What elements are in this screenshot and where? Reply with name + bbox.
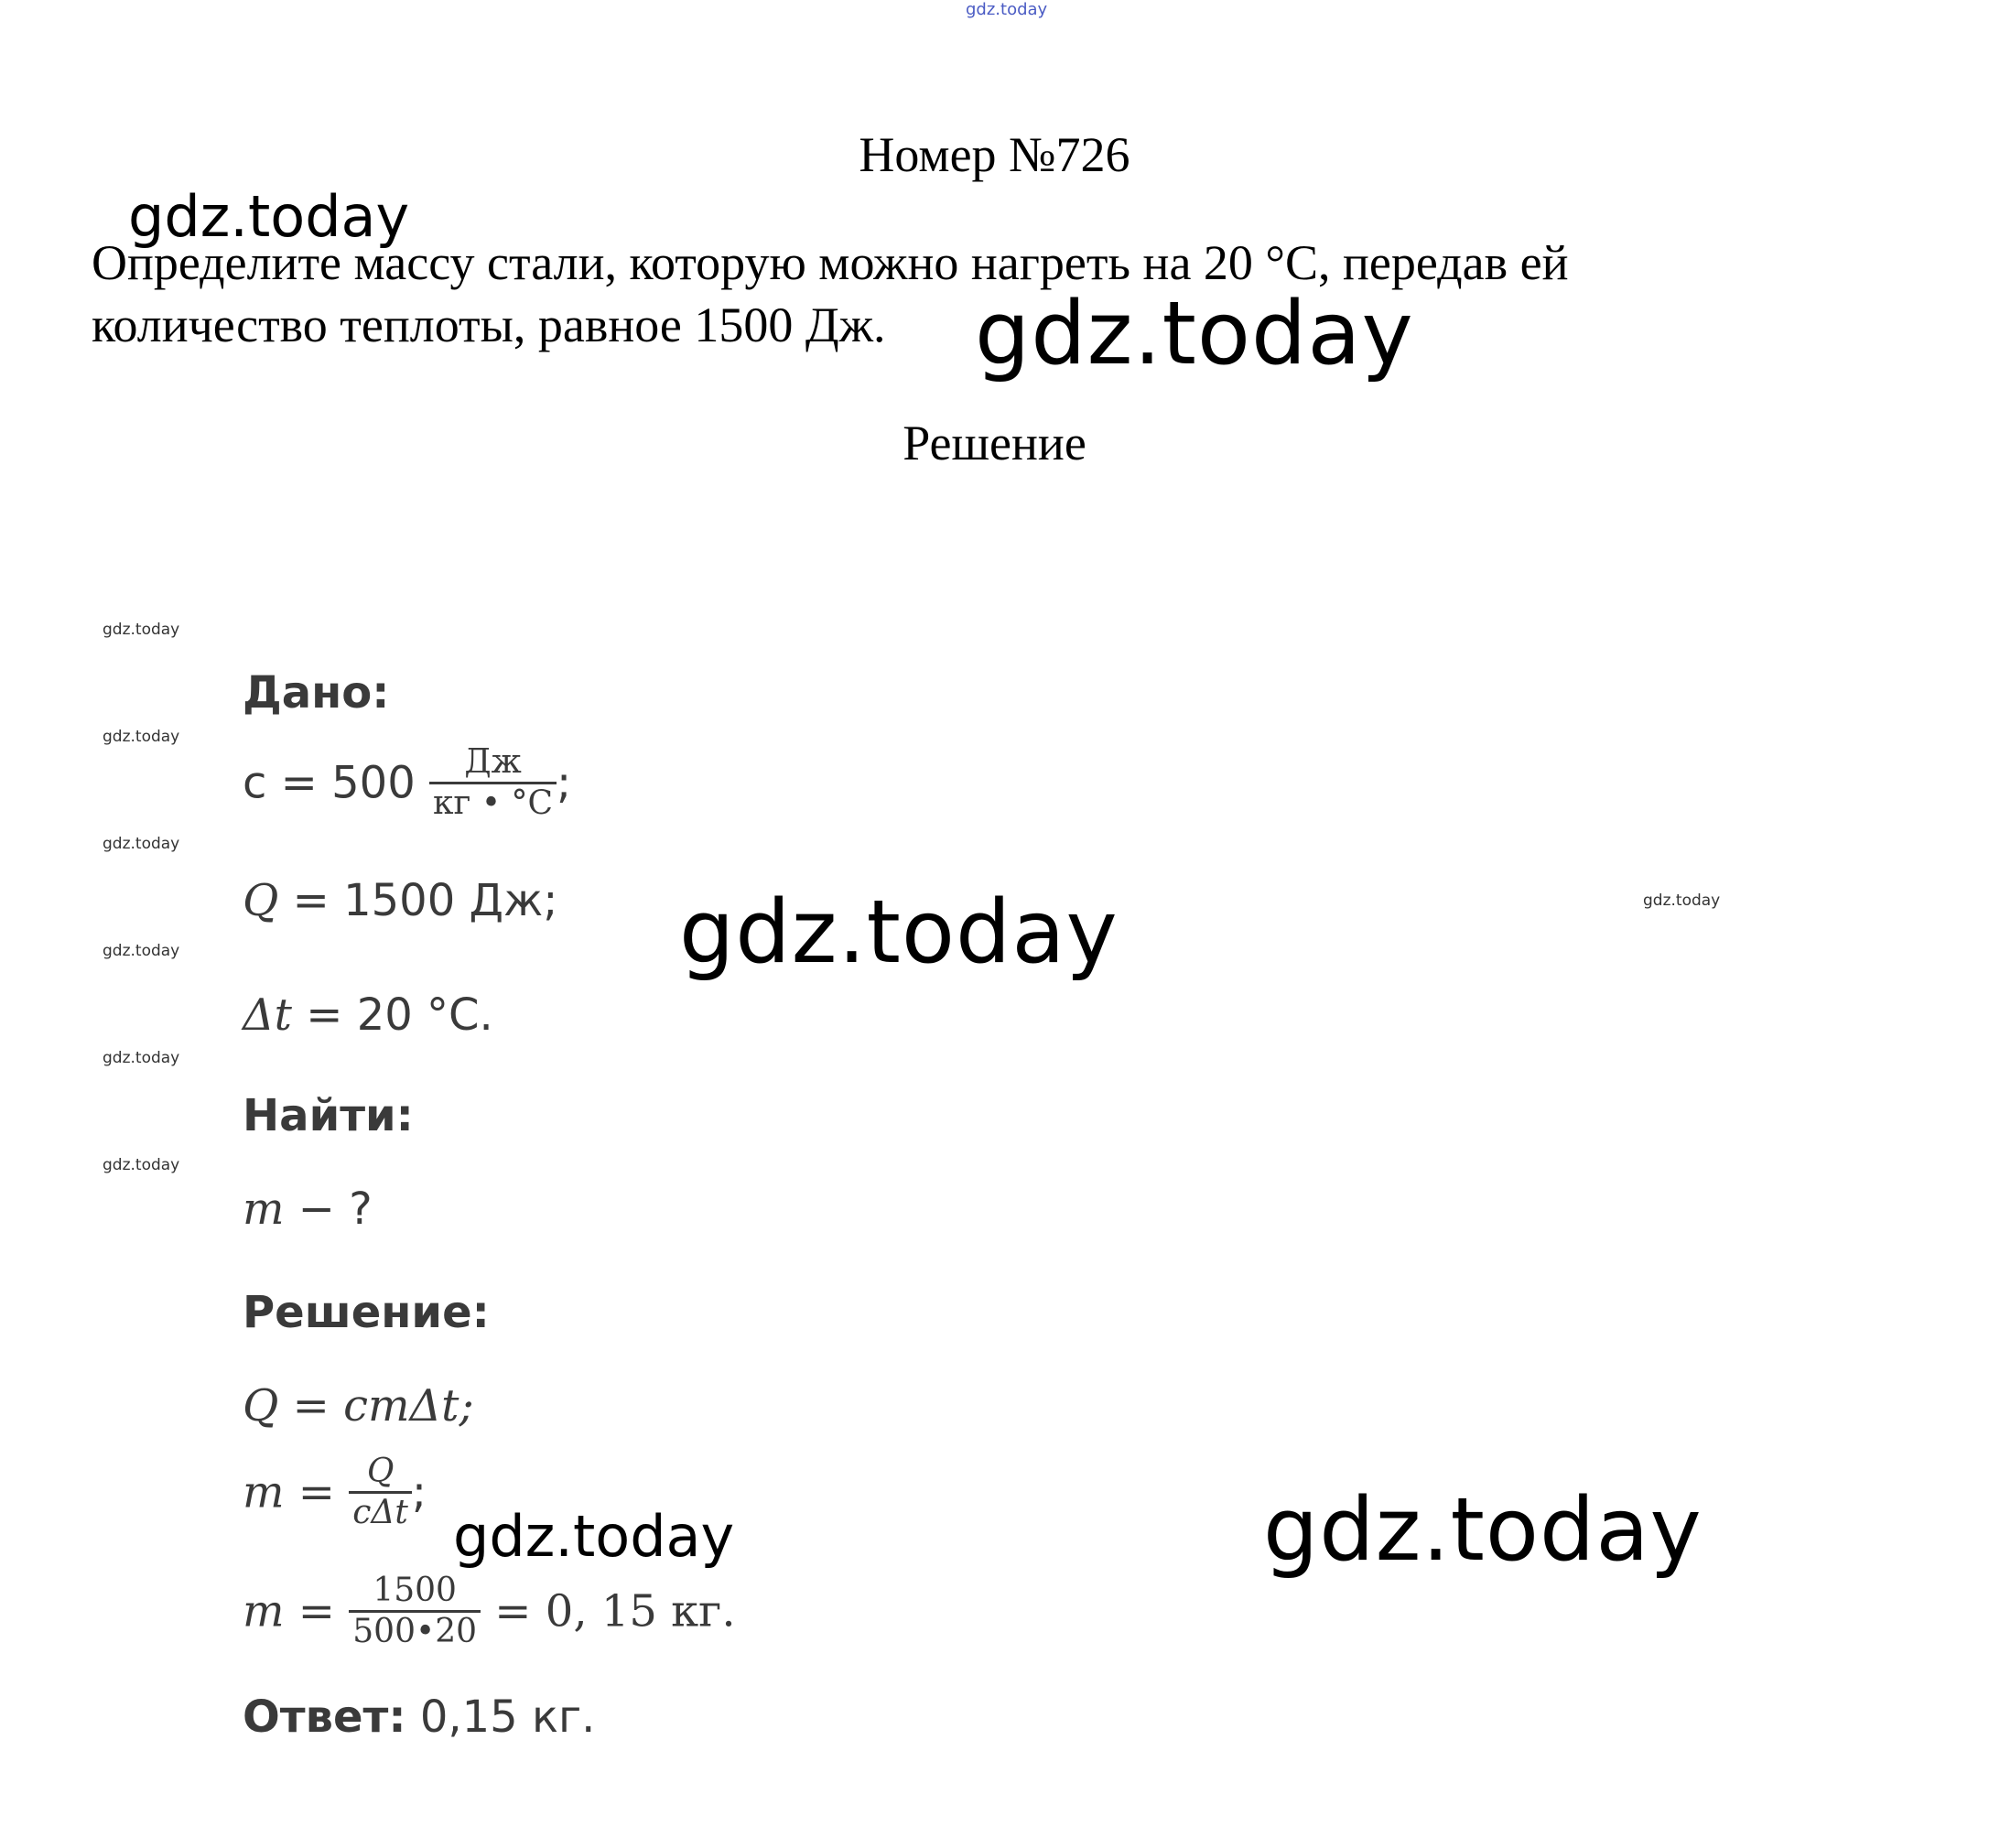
given-c [243, 743, 572, 822]
watermark-small-2: gdz.today [103, 728, 180, 746]
find-label: Найти: [243, 1090, 414, 1141]
watermark-header: gdz.today [128, 183, 410, 250]
page-title: Номер №726 [859, 127, 1130, 182]
dt-var: Δt [243, 989, 292, 1041]
c-lhs: c = 500 [243, 757, 416, 809]
solution-heading: Решение [903, 416, 1086, 470]
eq3-rhs: = 0, 15 кг. [494, 1585, 736, 1637]
equation-heat: Q = cmΔt; [243, 1380, 474, 1432]
watermark-small-right: gdz.today [1643, 892, 1721, 910]
problem-line-2: количество теплоты, равное 1500 Дж. [92, 297, 886, 352]
find-m [243, 1183, 373, 1235]
problem-line-1: Определите массу стали, которую можно нагреть на 20 °С, передав ей [92, 235, 1569, 290]
m-var: m [243, 1183, 285, 1235]
watermark-small-4: gdz.today [103, 942, 180, 960]
c-unit-fraction [429, 743, 557, 822]
given-dt [243, 989, 493, 1041]
dt-rest: = 20 °С. [291, 989, 493, 1041]
watermark-small-3: gdz.today [103, 835, 180, 853]
eq3-fraction [349, 1574, 481, 1648]
c-unit-num: Дж [429, 746, 557, 784]
watermark-top: gdz.today [966, 0, 1048, 19]
given-q [243, 875, 558, 926]
eq3-num: 1500 [349, 1574, 481, 1613]
solution-label: Решение: [243, 1287, 490, 1338]
answer-label: Ответ: [243, 1691, 406, 1743]
watermark-small-1: gdz.today [103, 621, 180, 639]
watermark-medium: gdz.today [453, 1503, 735, 1570]
c-end: ; [557, 757, 572, 809]
eq3-lhs: m = [243, 1585, 335, 1637]
eq2-lhs: m = [243, 1466, 335, 1518]
given-label: Дано: [243, 667, 390, 719]
eq2-end: ; [411, 1466, 427, 1518]
eq3-den: 500•20 [352, 1613, 478, 1650]
c-unit-den: кг • °С [433, 784, 554, 822]
watermark-large-3: gdz.today [1263, 1480, 1703, 1581]
watermark-large-2: gdz.today [679, 882, 1119, 983]
equation-mass-formula [243, 1455, 427, 1529]
eq2-fraction [349, 1455, 412, 1529]
watermark-large-1: gdz.today [975, 284, 1414, 384]
answer [243, 1691, 596, 1743]
eq2-num: Q [349, 1455, 412, 1494]
q-rest: = 1500 Дж; [278, 875, 558, 926]
watermark-small-6: gdz.today [103, 1156, 180, 1174]
problem-statement [92, 232, 1568, 356]
equation-mass-value [243, 1574, 736, 1648]
watermark-small-5: gdz.today [103, 1049, 180, 1067]
eq2-den: cΔt [352, 1494, 408, 1531]
q-var: Q [243, 875, 279, 926]
m-rest: − ? [284, 1183, 373, 1235]
answer-value: 0,15 кг. [405, 1691, 596, 1743]
